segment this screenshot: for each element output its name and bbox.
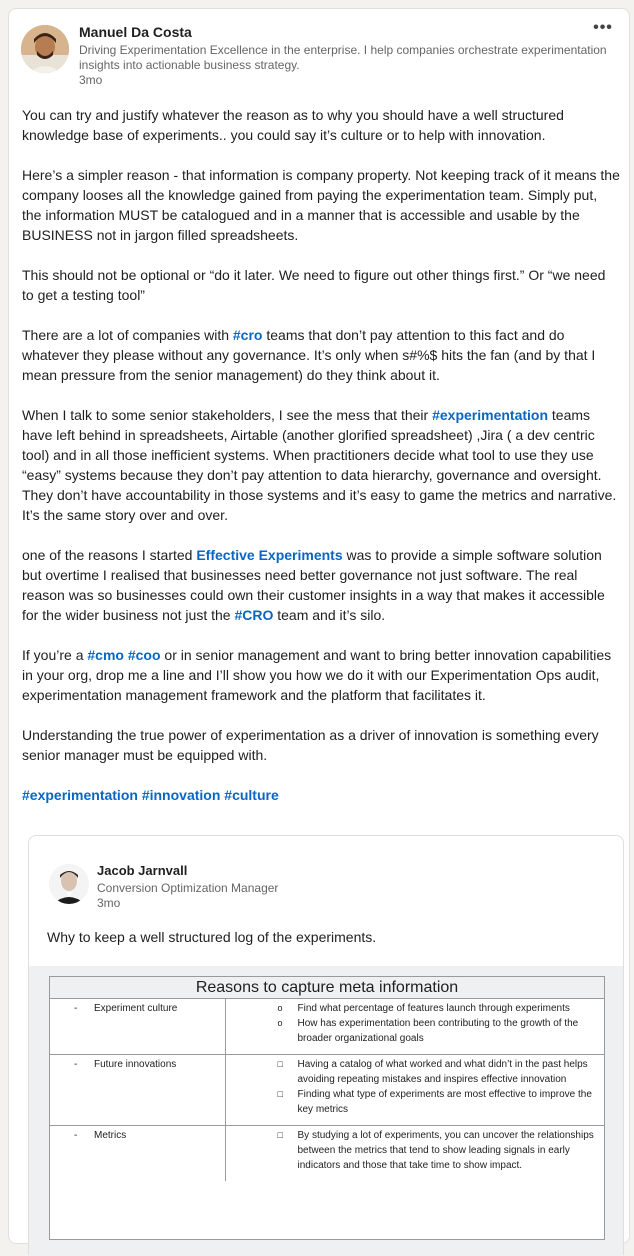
list-item-text: By studying a lot of experiments, you can uncover the relationships between the metrics that tend to show leading signals in early indicators and those that take time to show impact. [297, 1130, 594, 1171]
dash-marker: - [74, 1059, 78, 1070]
list-item [278, 1016, 601, 1046]
table-cell-label [50, 999, 225, 1055]
hashtag-link[interactable]: #cmo [87, 647, 124, 663]
list-item-text: Having a catalog of what worked and what didn’t in the past helps avoiding repeating mistakes and inspires effective innovation [297, 1059, 588, 1085]
table-cell-label [50, 1126, 225, 1182]
hashtag-link[interactable]: #coo [127, 647, 161, 663]
post-time: 3mo [79, 73, 103, 87]
company-mention-link[interactable]: Effective Experiments [196, 547, 343, 563]
shared-author[interactable] [49, 862, 278, 910]
text-span: teams that don’t pay attention to this fact and do whatever they please without any governance. It’s only when s#%$ hits the fan (and by that I mean pressure from the senior management) do they think about it. [22, 327, 596, 383]
row-label-text: Experiment culture [94, 1003, 178, 1014]
more-options-button[interactable]: ••• [593, 19, 613, 36]
document-table-frame [49, 976, 605, 1240]
shared-post-text: Why to keep a well structured log of the experiments. [47, 929, 377, 945]
list-item-text: How has experimentation been contributing to the growth of the broader organizational goals [297, 1018, 579, 1044]
shared-post-time: 3mo [97, 896, 121, 910]
hashtag-link[interactable]: #innovation [141, 787, 221, 803]
post-card [8, 8, 630, 1244]
table-row [50, 999, 604, 1055]
shared-avatar-image [49, 864, 89, 904]
shared-author-headline: Conversion Optimization Manager [97, 881, 279, 895]
post-paragraph: This should not be optional or “do it later. We need to figure out other things first.” Or “we need to get a testing tool” [22, 267, 606, 303]
post-paragraph [22, 645, 620, 705]
text-span: one of the reasons I started [22, 547, 197, 563]
hashtag-link[interactable]: #cro [232, 327, 263, 343]
table-cell-items [225, 1126, 604, 1182]
row-label-text: Future innovations [94, 1059, 177, 1070]
square-bullet-icon: □ [277, 1059, 283, 1069]
square-bullet-icon: □ [277, 1089, 283, 1099]
text-span: teams have left behind in spreadsheets, Airtable (another glorified spreadsheet) ,Jira ( a dev centric tool) and in all those inefficient systems. When practitioners decide what tool to use they use “easy” systems because they don’t pay attention to data hierarchy, governance and oversight. They don’t have accountability in those systems and it’s easy to game the metrics and narrative. It’s the same story over and over. [22, 407, 617, 523]
shared-author-avatar[interactable] [49, 864, 89, 904]
post-paragraph: Understanding the true power of experimentation as a driver of innovation is something every senior manager must be equipped with. [22, 727, 599, 763]
table-row [50, 1126, 604, 1182]
shared-post[interactable] [28, 835, 624, 1255]
author-avatar-image [21, 25, 69, 73]
text-span: was to provide a simple software solution but overtime I realised that businesses need better governance not just software. The real reason was so businesses could own their customer insights in a way that makes it accessible for the wider business not just the [22, 547, 605, 623]
post-paragraph [22, 405, 620, 525]
list-item-text: Find what percentage of features launch through experiments [297, 1003, 570, 1014]
author-name[interactable]: Manuel Da Costa [79, 24, 192, 40]
post-paragraph: You can try and justify whatever the reason as to why you should have a well structured knowledge base of experiments.. you could say it’s culture or to help with innovation. [22, 107, 564, 143]
document-title: Reasons to capture meta information [50, 977, 604, 999]
list-item [278, 1128, 601, 1173]
author-avatar[interactable] [21, 25, 69, 73]
dash-marker: - [74, 1003, 78, 1014]
hashtag-line [22, 785, 620, 805]
post-body [22, 105, 620, 825]
list-item-text: Finding what type of experiments are most effective to improve the key metrics [297, 1089, 592, 1115]
list-item [278, 1087, 601, 1117]
post-author[interactable] [21, 23, 609, 88]
hashtag-link[interactable]: #experimentation [22, 787, 138, 803]
hashtag-link[interactable]: #CRO [234, 607, 274, 623]
table-cell-items [225, 1055, 604, 1126]
list-item [278, 1001, 601, 1016]
table-cell-label [50, 1055, 225, 1126]
post-paragraph [22, 545, 620, 625]
list-item [278, 1057, 601, 1087]
text-span: There are a lot of companies with [22, 327, 233, 343]
reasons-table [50, 999, 604, 1181]
circle-bullet-icon: o [277, 1003, 283, 1013]
text-span: team and it’s silo. [273, 607, 386, 623]
hashtag-link[interactable]: #experimentation [432, 407, 549, 423]
text-span: or in senior management and want to bring better innovation capabilities in your org, drop me a line and I’ll show you how we do it with our Experimentation Ops audit, experimentation management framework and the platform that facilitates it. [22, 647, 612, 703]
circle-bullet-icon: o [277, 1018, 283, 1028]
post-paragraph [22, 325, 620, 385]
table-cell-items [225, 999, 604, 1055]
text-span: If you’re a [22, 647, 88, 663]
shared-author-name[interactable]: Jacob Jarnvall [97, 863, 188, 878]
shared-document-image[interactable] [29, 966, 623, 1256]
text-span: When I talk to some senior stakeholders, I see the mess that their [22, 407, 433, 423]
hashtag-link[interactable]: #culture [224, 787, 279, 803]
author-headline: Driving Experimentation Excellence in the enterprise. I help companies orchestrate experimentation insights into actionable business strategy. [79, 43, 607, 72]
square-bullet-icon: □ [277, 1130, 283, 1140]
post-paragraph: Here’s a simpler reason - that information is company property. Not keeping track of it means the company looses all the knowledge gained from paying the experimentation team. Simply put, the information MUST be catalogued and in a manner that is accessible and usable by the BUSINESS not in jargon filled spreadsheets. [22, 167, 620, 243]
dash-marker: - [74, 1130, 78, 1141]
row-label-text: Metrics [94, 1130, 127, 1141]
table-row [50, 1055, 604, 1126]
